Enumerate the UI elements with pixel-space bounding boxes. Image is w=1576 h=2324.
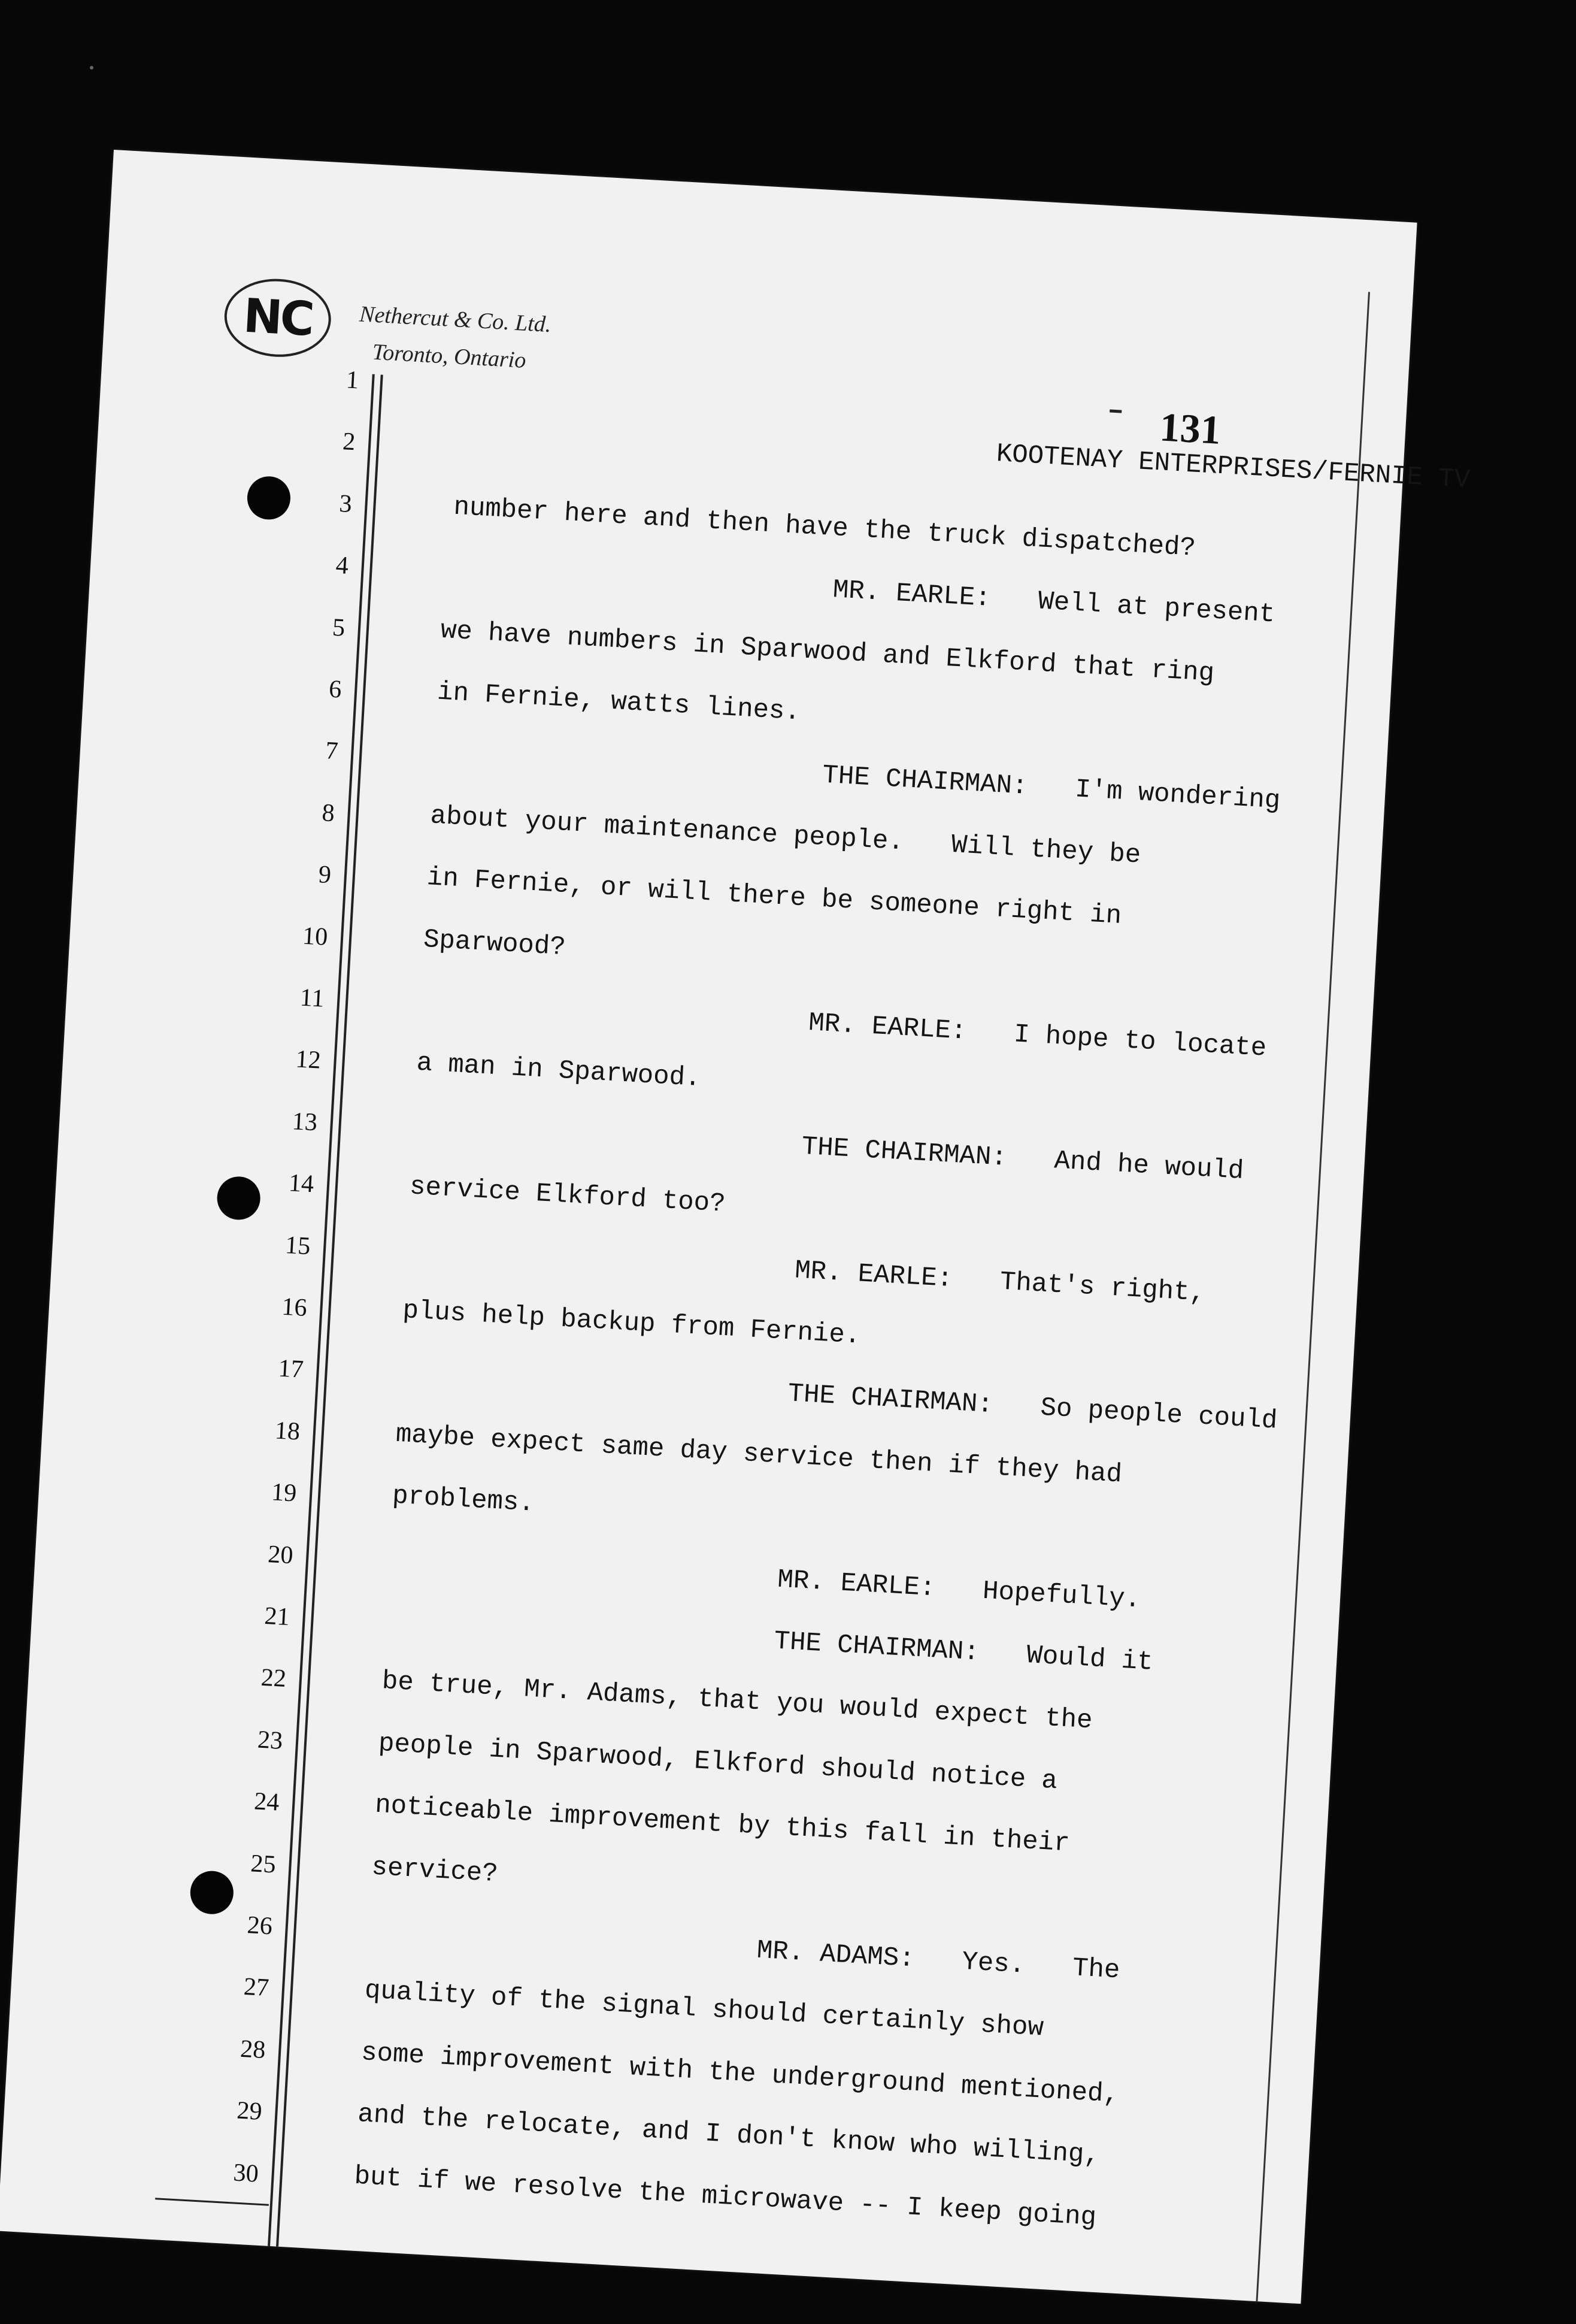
- punch-hole: [246, 475, 292, 521]
- punch-hole: [189, 1870, 235, 1916]
- line-number: 14: [287, 1169, 315, 1199]
- transcript-line: people in Sparwood, Elkford should notice a: [377, 1728, 1059, 1796]
- line-number: 25: [250, 1849, 277, 1879]
- firm-location: Toronto, Ontario: [371, 339, 527, 373]
- speaker-line: MR. EARLE: I hope to locate: [808, 1008, 1268, 1064]
- transcript-line: and the relocate, and I don't know who willing,: [357, 2099, 1101, 2171]
- line-number: 8: [321, 798, 336, 828]
- line-number: 12: [295, 1045, 322, 1075]
- running-title: KOOTENAY ENTERPRISES/FERNIE TV: [995, 439, 1471, 496]
- transcript-line: in Fernie, watts lines.: [436, 677, 802, 728]
- line-number: 10: [301, 922, 329, 951]
- page-mark: [1110, 410, 1122, 413]
- speaker-line: THE CHAIRMAN: And he would: [801, 1131, 1245, 1187]
- transcript-line: a man in Sparwood.: [416, 1048, 702, 1094]
- transcript-line: in Fernie, or will there be someone right in: [426, 863, 1123, 932]
- line-number: 29: [236, 2096, 263, 2126]
- line-number: 2: [342, 428, 356, 456]
- transcript-line: plus help backup from Fernie.: [402, 1295, 862, 1351]
- speaker-line: THE CHAIRMAN: Would it: [773, 1626, 1154, 1678]
- transcript-line: be true, Mr. Adams, that you would expect the: [381, 1666, 1093, 1736]
- dust-speck: [90, 66, 93, 69]
- transcript-line: some improvement with the underground mentioned,: [360, 2037, 1120, 2110]
- transcript-line: service Elkford too?: [408, 1172, 726, 1220]
- line-number: 27: [243, 1973, 270, 2002]
- speaker-line: MR. EARLE: Hopefully.: [777, 1565, 1142, 1615]
- firm-name: Nethercut & Co. Ltd.: [359, 301, 552, 338]
- transcript-line: noticeable improvement by this fall in their: [374, 1790, 1071, 1859]
- transcript-line: about your maintenance people. Will they be: [429, 801, 1142, 871]
- transcript-line: maybe expect same day service then if they had: [395, 1419, 1123, 1490]
- page-number: 131: [1158, 404, 1222, 453]
- line-number: 20: [267, 1540, 294, 1569]
- speaker-line: MR. EARLE: Well at present: [832, 575, 1276, 630]
- transcript-line: quality of the signal should certainly show: [363, 1975, 1045, 2044]
- transcript-line: we have numbers in Sparwood and Elkford that ring: [440, 615, 1216, 689]
- bottom-rule: [155, 2198, 269, 2206]
- line-number: 15: [284, 1231, 311, 1260]
- transcript-line: Sparwood?: [422, 924, 566, 963]
- speaker-line: MR. EARLE: That's right,: [793, 1255, 1207, 1309]
- transcript-line: but if we resolve the microwave -- I keep going: [353, 2161, 1098, 2233]
- firm-letterhead: [356, 295, 552, 380]
- speaker-line: MR. ADAMS: Yes. The: [756, 1935, 1121, 1986]
- line-number: 30: [232, 2159, 260, 2188]
- transcript-line: number here and then have the truck dispatched?: [453, 492, 1197, 564]
- line-number: 23: [256, 1726, 284, 1755]
- transcript-line: problems.: [391, 1481, 535, 1519]
- line-number: 24: [253, 1787, 280, 1817]
- line-number: 4: [335, 552, 350, 580]
- line-number: 28: [240, 2035, 266, 2064]
- speaker-line: THE CHAIRMAN: I'm wondering: [822, 761, 1281, 816]
- line-number: 19: [271, 1478, 298, 1508]
- line-number: 26: [246, 1911, 274, 1941]
- line-number: 18: [274, 1417, 301, 1446]
- line-number: 6: [328, 675, 343, 704]
- transcript-line: service?: [371, 1852, 499, 1889]
- line-number: 11: [299, 984, 325, 1013]
- line-number: 17: [277, 1354, 305, 1384]
- line-number: 7: [325, 737, 339, 765]
- firm-logo: NC: [222, 276, 333, 360]
- line-number: 22: [260, 1664, 287, 1693]
- speaker-line: THE CHAIRMAN: So people could: [787, 1379, 1278, 1437]
- transcript-page: [0, 150, 1471, 2304]
- right-margin-rule: [1256, 292, 1370, 2301]
- line-number: 1: [345, 366, 360, 395]
- line-number: 16: [281, 1293, 308, 1322]
- line-number: 13: [291, 1107, 319, 1137]
- line-number: 5: [331, 613, 346, 642]
- line-number: 9: [317, 861, 332, 889]
- line-number: 21: [263, 1602, 290, 1632]
- line-number: 3: [338, 489, 353, 518]
